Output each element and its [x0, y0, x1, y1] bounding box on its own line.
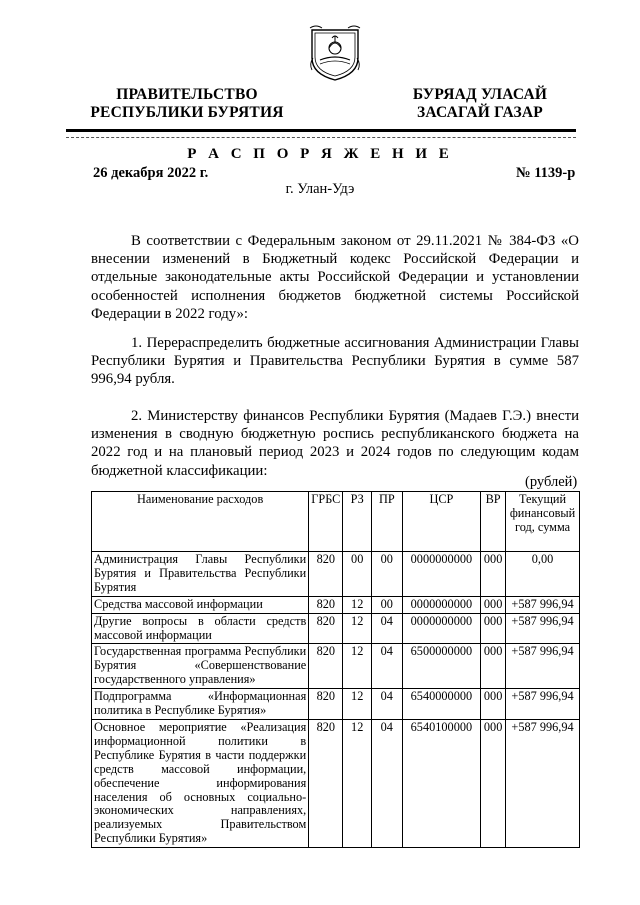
row-name: Основное мероприятие «Реализация информационной политики в Республике Бурятия в части поддержки средств массовой информации, обеспечение информирования населения об основных социально-экономических направлениях, реализуемых Правительством Республики Бурятия» [92, 719, 309, 847]
row-grbs: 820 [309, 644, 343, 689]
row-grbs: 820 [309, 689, 343, 720]
header-csr: ЦСР [402, 492, 481, 552]
row-csr: 0000000000 [402, 552, 481, 597]
budget-table [91, 491, 580, 848]
preamble-paragraph: В соответствии с Федеральным законом от 29.11.2021 № 384-ФЗ «О внесении изменений в Бюджетный кодекс Российской Федерации и отдельные законодательные акты Российской Федерации и установлении особенностей исполнения бюджетов бюджетной системы Российской Федерации в 2022 году»: [91, 233, 579, 322]
row-pr: 04 [372, 644, 403, 689]
table-row [92, 719, 580, 847]
header-left-line2: РЕСПУБЛИКИ БУРЯТИЯ [90, 104, 284, 121]
row-vr: 000 [481, 596, 506, 613]
row-name: Средства массовой информации [92, 596, 309, 613]
header-right-line2: ЗАСАГАЙ ГАЗАР [417, 104, 543, 121]
header-name: Наименование расходов [92, 492, 309, 552]
row-rz: 12 [343, 689, 372, 720]
row-grbs: 820 [309, 613, 343, 644]
row-csr: 6500000000 [402, 644, 481, 689]
header-grbs: ГРБС [309, 492, 343, 552]
row-grbs: 820 [309, 552, 343, 597]
document-date: 26 декабря 2022 г. [93, 165, 209, 181]
row-pr: 00 [372, 596, 403, 613]
header-right-block [400, 86, 560, 122]
row-sum: +587 996,94 [506, 596, 580, 613]
coat-of-arms-icon [308, 24, 362, 82]
row-sum: +587 996,94 [506, 644, 580, 689]
header-right-line1: БУРЯАД УЛАСАЙ [412, 86, 548, 103]
row-csr: 0000000000 [402, 613, 481, 644]
document-type: Р А С П О Р Я Ж Е Н И Е [187, 146, 453, 162]
row-vr: 000 [481, 644, 506, 689]
item-2-paragraph: 2. Министерству финансов Республики Бурятия (Мадаев Г.Э.) внести изменения в сводную бюджетную роспись республиканского бюджета на 2022 год и на плановый период 2023 и 2024 годов по следующим кодам бюджетной классификации: [91, 408, 579, 479]
row-rz: 00 [343, 552, 372, 597]
table-row [92, 689, 580, 720]
table-row [92, 552, 580, 597]
row-pr: 04 [372, 613, 403, 644]
row-name: Другие вопросы в области средств массовой информации [92, 613, 309, 644]
row-pr: 04 [372, 719, 403, 847]
row-pr: 04 [372, 689, 403, 720]
row-sum: +587 996,94 [506, 719, 580, 847]
row-grbs: 820 [309, 596, 343, 613]
row-sum: 0,00 [506, 552, 580, 597]
row-csr: 6540100000 [402, 719, 481, 847]
table-header-row [92, 492, 580, 552]
row-pr: 00 [372, 552, 403, 597]
row-rz: 12 [343, 719, 372, 847]
table-row [92, 596, 580, 613]
header-rz: РЗ [343, 492, 372, 552]
header-divider-dashed [66, 137, 576, 138]
header-left-line1: ПРАВИТЕЛЬСТВО [116, 86, 258, 103]
header-sum: Текущий финансовый год, сумма [506, 492, 580, 552]
row-rz: 12 [343, 596, 372, 613]
row-sum: +587 996,94 [506, 613, 580, 644]
header-divider [66, 129, 576, 132]
table-unit-label: (рублей) [525, 474, 578, 490]
row-name: Подпрограмма «Информационная политика в Республике Бурятия» [92, 689, 309, 720]
item-1-paragraph: 1. Перераспределить бюджетные ассигнования Администрации Главы Республики Бурятия и Правительства Республики Бурятия в сумме 587 996,94 рубля. [91, 335, 579, 388]
document-city: г. Улан-Удэ [285, 181, 355, 197]
row-sum: +587 996,94 [506, 689, 580, 720]
table-row [92, 613, 580, 644]
header-pr: ПР [372, 492, 403, 552]
row-vr: 000 [481, 689, 506, 720]
row-csr: 0000000000 [402, 596, 481, 613]
row-rz: 12 [343, 613, 372, 644]
row-grbs: 820 [309, 719, 343, 847]
header-left-block [82, 86, 292, 122]
row-vr: 000 [481, 719, 506, 847]
row-rz: 12 [343, 644, 372, 689]
document-number: № 1139-р [516, 165, 576, 181]
row-name: Администрация Главы Республики Бурятия и Правительства Республики Бурятия [92, 552, 309, 597]
row-csr: 6540000000 [402, 689, 481, 720]
table-row [92, 644, 580, 689]
header-vr: ВР [481, 492, 506, 552]
row-vr: 000 [481, 613, 506, 644]
row-name: Государственная программа Республики Бурятия «Совершенствование государственного управления» [92, 644, 309, 689]
row-vr: 000 [481, 552, 506, 597]
